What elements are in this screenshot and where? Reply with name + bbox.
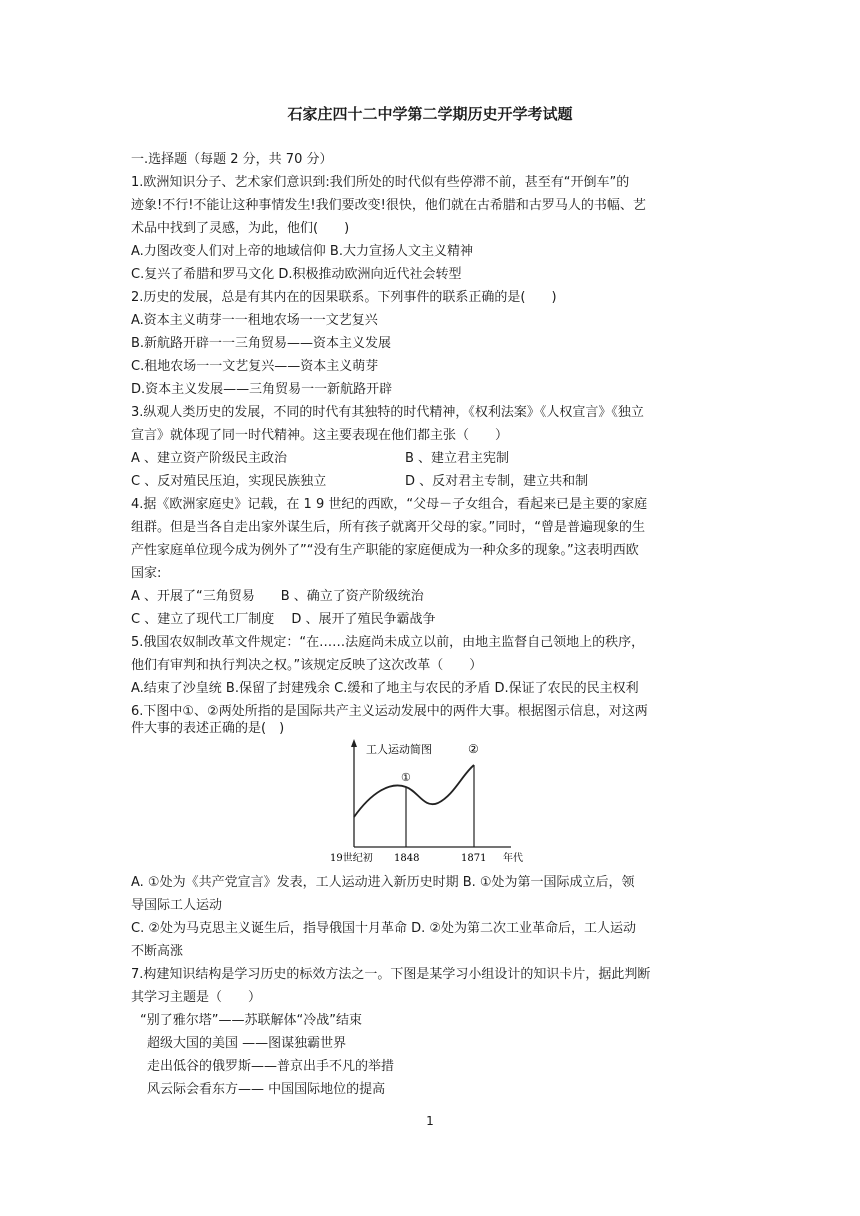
q4-stem-line4: 国家: — [131, 566, 162, 581]
q1-stem-line3: 术品中找到了灵感，为此，他们( ) — [131, 221, 350, 236]
q1-stem-line1: 1.欧洲知识分子、艺术家们意识到:我们所处的时代似有些停滞不前，甚至有“开倒车”的 — [131, 175, 630, 190]
chart-title: 工人运动简图 — [366, 743, 432, 756]
q3-stem-line2: 宣言》就体现了同一时代精神。这主要表现在他们都主张（ ） — [131, 428, 509, 443]
q3-option-a: A 、建立资产阶级民主政治 — [131, 451, 288, 466]
q6-options-ab-line2: 导国际工人运动 — [131, 898, 223, 913]
q7-stem-line1: 7.构建知识结构是学习历史的标效方法之一。下图是某学习小组设计的知识卡片，据此判断 — [131, 967, 651, 982]
q7-card-line4: 风云际会看东方—— 中国国际地位的提高 — [147, 1082, 386, 1097]
q3-option-c: C 、反对殖民压迫，实现民族独立 — [131, 474, 327, 489]
q4-stem-line2: 组群。但是当各自走出家外谋生后，所有孩子就离开父母的家。”同时，“曾是普遍现象的生 — [131, 520, 645, 535]
page-number: 1 — [426, 1114, 434, 1128]
q5-stem-line2: 他们有审判和执行判决之权。”该规定反映了这次改革（ ） — [131, 658, 483, 673]
q2-option-a: A.资本主义萌芽一一租地农场一一文艺复兴 — [131, 313, 378, 328]
x-tick-1848: 1848 — [394, 853, 420, 864]
q6-options-cd-line1: C. ②处为马克思主义诞生后，指导俄国十月革命 D. ②处为第二次工业革命后，工人运动 — [131, 921, 637, 936]
exam-title: 石家庄四十二中学第二学期历史开学考试题 — [287, 105, 573, 123]
q6-options-ab-line1: A. ①处为《共产党宣言》发表，工人运动进入新历史时期 B. ①处为第一国际成立后，领 — [131, 875, 635, 890]
q5-stem-line1: 5.俄国农奴制改革文件规定：“在……法庭尚未成立以前，由地主监督自己领地上的秩序， — [131, 635, 645, 650]
x-axis-label: 年代 — [503, 853, 523, 864]
q4-stem-line1: 4.据《欧洲家庭史》记载，在 1 9 世纪的西欧，“父母－子女组合，看起来已是主要的家庭 — [131, 497, 648, 512]
q2-option-c: C.租地农场一一文艺复兴——资本主义萌芽 — [131, 359, 379, 374]
q6-stem-line2: 件大事的表述正确的是( ) — [131, 721, 285, 736]
q4-options-cd: C 、建立了现代工厂制度 D 、展开了殖民争霸战争 — [131, 612, 436, 627]
q3-option-d: D 、反对君主专制，建立共和制 — [405, 474, 589, 489]
q7-card-line2: 超级大国的美国 ——图谋独霸世界 — [147, 1036, 347, 1051]
y-axis-arrow — [351, 739, 357, 747]
q7-stem-line2: 其学习主题是（ ） — [131, 990, 262, 1005]
q6-stem-line1: 6.下图中①、②两处所指的是国际共产主义运动发展中的两件大事。根据图示信息，对这两 — [131, 704, 648, 719]
q2-option-b: B.新航路开辟一一三角贸易——资本主义发展 — [131, 336, 392, 351]
q3-stem-line1: 3.纵观人类历史的发展，不同的时代有其独特的时代精神，《权利法案》《人权宣言》《独立 — [131, 405, 644, 420]
trend-line — [354, 765, 474, 817]
section-heading: 一.选择题（每题 2 分，共 70 分） — [131, 152, 333, 167]
x-tick-1871: 1871 — [461, 853, 487, 864]
q2-stem: 2.历史的发展，总是有其内在的因果联系。下列事件的联系正确的是( ) — [131, 290, 557, 305]
q1-options-cd: C.复兴了希腊和罗马文化 D.积极推动欧洲向近代社会转型 — [131, 267, 462, 282]
q1-options-ab: A.力图改变人们对上帝的地域信仰 B.大力宣扬人文主义精神 — [131, 244, 473, 259]
q6-options-cd-line2: 不断高涨 — [131, 944, 184, 959]
q5-options: A.结束了沙皇统 B.保留了封建残余 C.缓和了地主与农民的矛盾 D.保证了农民的民主权利 — [131, 681, 639, 696]
q2-option-d: D.资本主义发展——三角贸易一一新航路开辟 — [131, 382, 393, 397]
marker-1-label: ① — [401, 771, 411, 784]
x-tick-19c: 19世纪初 — [330, 853, 373, 864]
marker-2-label: ② — [468, 742, 479, 756]
q4-options-ab: A 、开展了“三角贸易 B 、确立了资产阶级统治 — [131, 589, 424, 604]
q3-option-b: B 、建立君主宪制 — [405, 451, 510, 466]
worker-movement-chart — [326, 735, 536, 865]
q7-card-line3: 走出低谷的俄罗斯——普京出手不凡的举措 — [147, 1059, 395, 1074]
q7-card-line1: “别了雅尔塔”——苏联解体“冷战”结束 — [140, 1013, 362, 1028]
q1-stem-line2: 迹象!不行!不能让这种事情发生!我们要改变!很快，他们就在古希腊和古罗马人的书幅、艺 — [131, 198, 646, 213]
q4-stem-line3: 产性家庭单位现今成为例外了”“没有生产职能的家庭便成为一种众多的现象。”这表明西欧 — [131, 543, 639, 558]
